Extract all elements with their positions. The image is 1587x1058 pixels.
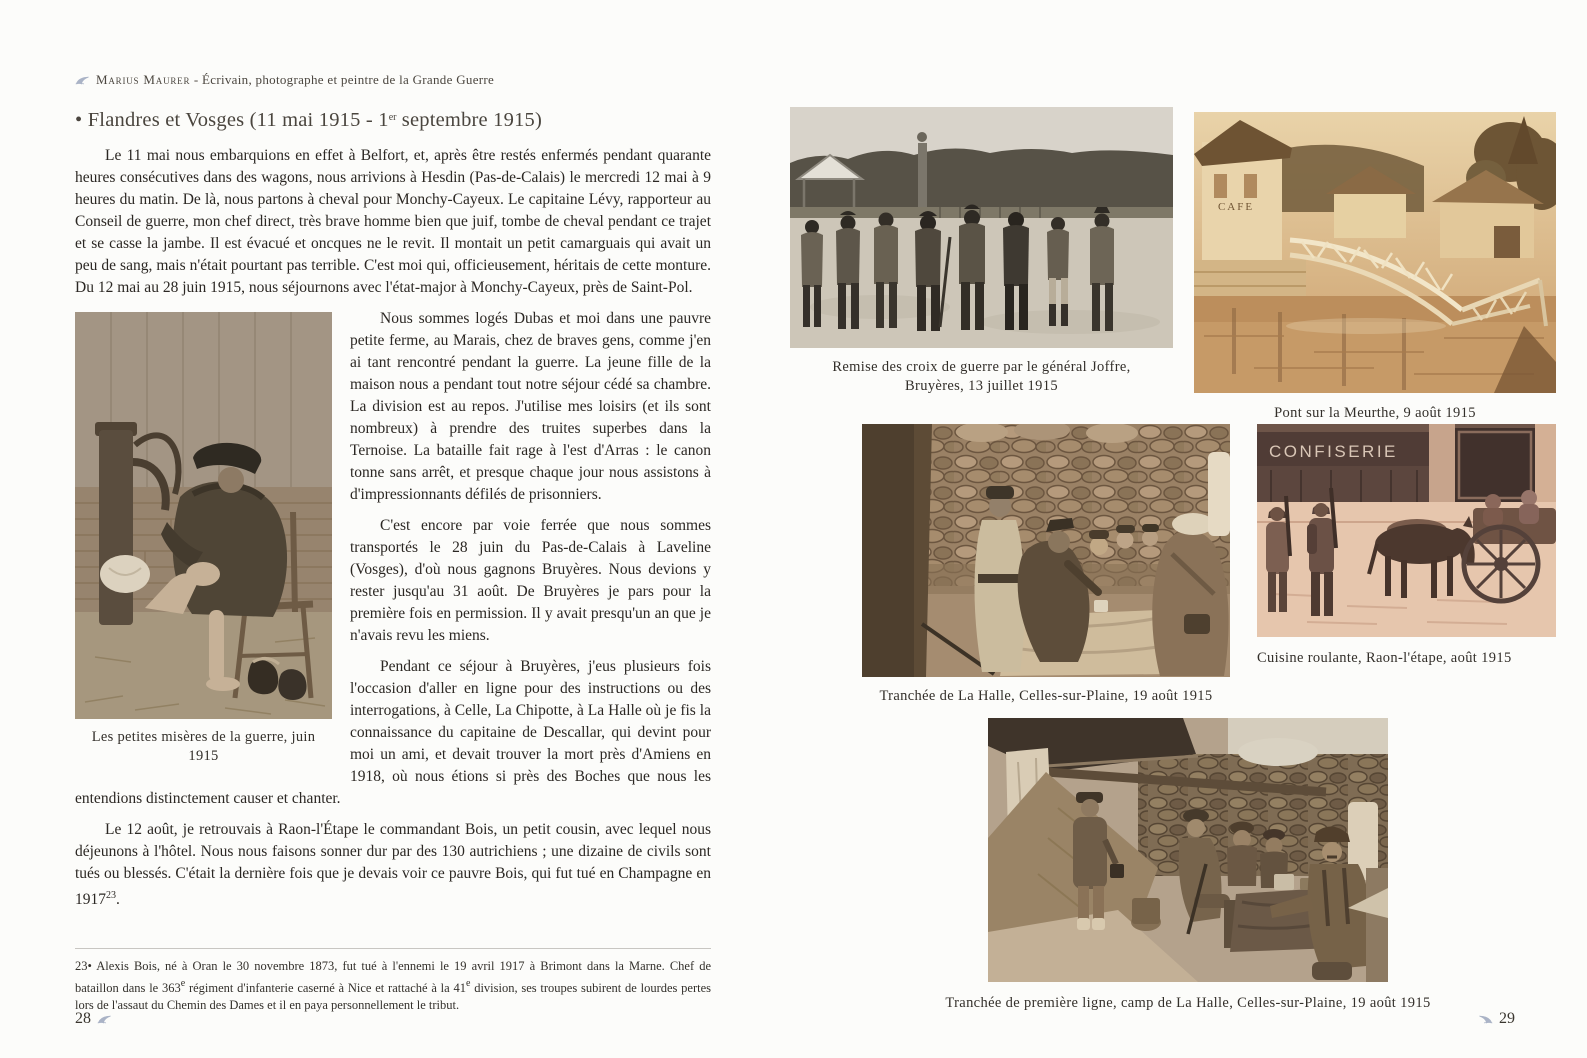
photo-tranchee-ligne — [988, 718, 1388, 982]
aldus-leaf-icon — [97, 1014, 112, 1025]
caption-remise-croix: Remise des croix de guerre par le général Joffre, Bruyères, 13 juillet 1915 — [832, 359, 1131, 394]
running-header — [75, 72, 711, 88]
photo-tranchee-halle — [862, 424, 1230, 677]
confiserie-sign-text: CONFISERIE — [1269, 442, 1398, 461]
cafe-sign-text: CAFE — [1217, 201, 1255, 213]
footnote-23: 23• Alexis Bois, né à Oran le 30 novembre 1873, fut tué à l'ennemi le 19 avril 1917 à Brimont dans la Marne. Chef de bataillon dans le 363e régiment d'infanterie caserné à Nice et rattaché à la 41e division, ses troupes subirent de lourdes pertes lors de l'assaut du Chemin des Dames et il en paya personnellement le tribut. — [75, 948, 711, 1014]
running-header-text — [96, 72, 494, 88]
paragraph-3: C'est encore par voie ferrée que nous sommes transportés le 28 juin du Pas-de-Calais à Laveline (Vosges), d'où nous gagnons Bruyères. Nous devions y rester jusqu'au 31 août. De Bruyères je pars pour la première fois en permission. Il y avait presqu'un an que je n'avais revu les miens. — [350, 517, 711, 644]
caption-petites-miseres: Les petites misères de la guerre, juin 1915 — [91, 729, 316, 764]
running-header-subtitle: - Écrivain, photographe et peintre de la Grande Guerre — [190, 72, 495, 87]
figure-petites-miseres — [75, 312, 332, 766]
author-name: Marius Maurer — [96, 72, 191, 87]
caption-tranchee-halle: Tranchée de La Halle, Celles-sur-Plaine, 19 août 1915 — [879, 688, 1213, 704]
paragraph-4: Pendant ce séjour à Bruyères, j'eus plusieurs fois l'occasion d'aller en ligne pour des instructions ou des interrogations, à Celle, La Chipotte, à La Halle où je fis la connaissance du capitaine de Descallar, qui devint pour moi un ami, et devait trouver la mort près d'Amiens en 1918, où nous étions si près des Boches que nous les entendions distinctement causer et chanter. — [75, 658, 711, 807]
figure-tranchee-ligne — [945, 718, 1431, 1013]
section-title: • Flandres et Vosges (11 mai 1915 - 1er septembre 1915) — [75, 109, 543, 131]
paragraph-5: Le 12 août, je retrouvais à Raon-l'Étape le commandant Bois, un petit cousin, avec lequel nous déjeunons à l'hôtel. Nous nous faisons sonner dur par des 130 autrichiens ; une dizaine de civils sont tués ou blessés. C'était la dernière fois que je devais voir ce pauvre Bois, qui fut tué en Champagne en 1917$^{23}$. — [75, 821, 711, 908]
paragraph-2: Nous sommes logés Dubas et moi dans une pauvre petite ferme, au Marais, chez de braves gens, comme j'en ai tant rencontré pendant la guerre. La jeune fille de la maison nous a pendant tout notre séjour cédé sa chambre. La division est au repos. J'utilise mes loisirs (et ils sont nombreux) à prendre des truites superbes dans la Ternoise. La bataille fait rage à l'est d'Arras : le canon tonne sans arrêt, et presque chaque jour nous assistons à d'impressionnants défilés de prisonniers. — [350, 310, 711, 503]
photo-cuisine-roulante — [1257, 424, 1556, 637]
photo-remise-croix — [790, 107, 1173, 348]
caption-cuisine-roulante: Cuisine roulante, Raon-l'étape, août 1915 — [1257, 650, 1512, 666]
caption-pont-meurthe: Pont sur la Meurthe, 9 août 1915 — [1274, 405, 1476, 421]
aldus-leaf-icon — [1478, 1014, 1493, 1025]
page-number-left: 28 — [75, 1010, 112, 1028]
paragraph-1: Le 11 mai nous embarquions en effet à Belfort, et, après être restés enfermés pendant quarante heures consécutives dans des wagons, nous arrivions à Hesdin (Pas-de-Calais) le mercredi 12 mai à 9 heures du matin. De là, nous partons à cheval pour Monchy-Cayeux. Le capitaine Lévy, rapporteur au Conseil de guerre, mon chef direct, très brave homme bien que juif, tombe de cheval pendant ce trajet et se casse la jambe. Il est évacué et oncques ne le revit. Il montait un petit camarguais qui avait un peu de sang, mais n'était pourtant pas terrible. C'est moi qui, officieusement, héritais de cette monture. Du 12 mai au 28 juin 1915, nous séjournons avec l'état-major à Monchy-Cayeux, près de Saint-Pol. — [75, 147, 711, 296]
figure-tranchee-halle — [862, 424, 1230, 706]
photo-pont-meurthe — [1194, 112, 1556, 393]
aldus-leaf-icon — [75, 75, 90, 86]
text-photo-wrap — [75, 308, 711, 810]
figure-pont-meurthe — [1194, 112, 1556, 423]
page-number-right: 29 — [1478, 1010, 1515, 1028]
caption-tranchee-ligne: Tranchée de première ligne, camp de La Halle, Celles-sur-Plaine, 19 août 1915 — [945, 995, 1431, 1011]
photo-petites-miseres — [75, 312, 332, 719]
figure-remise-croix — [790, 107, 1173, 396]
left-page — [75, 72, 711, 920]
figure-cuisine-roulante — [1257, 424, 1556, 668]
